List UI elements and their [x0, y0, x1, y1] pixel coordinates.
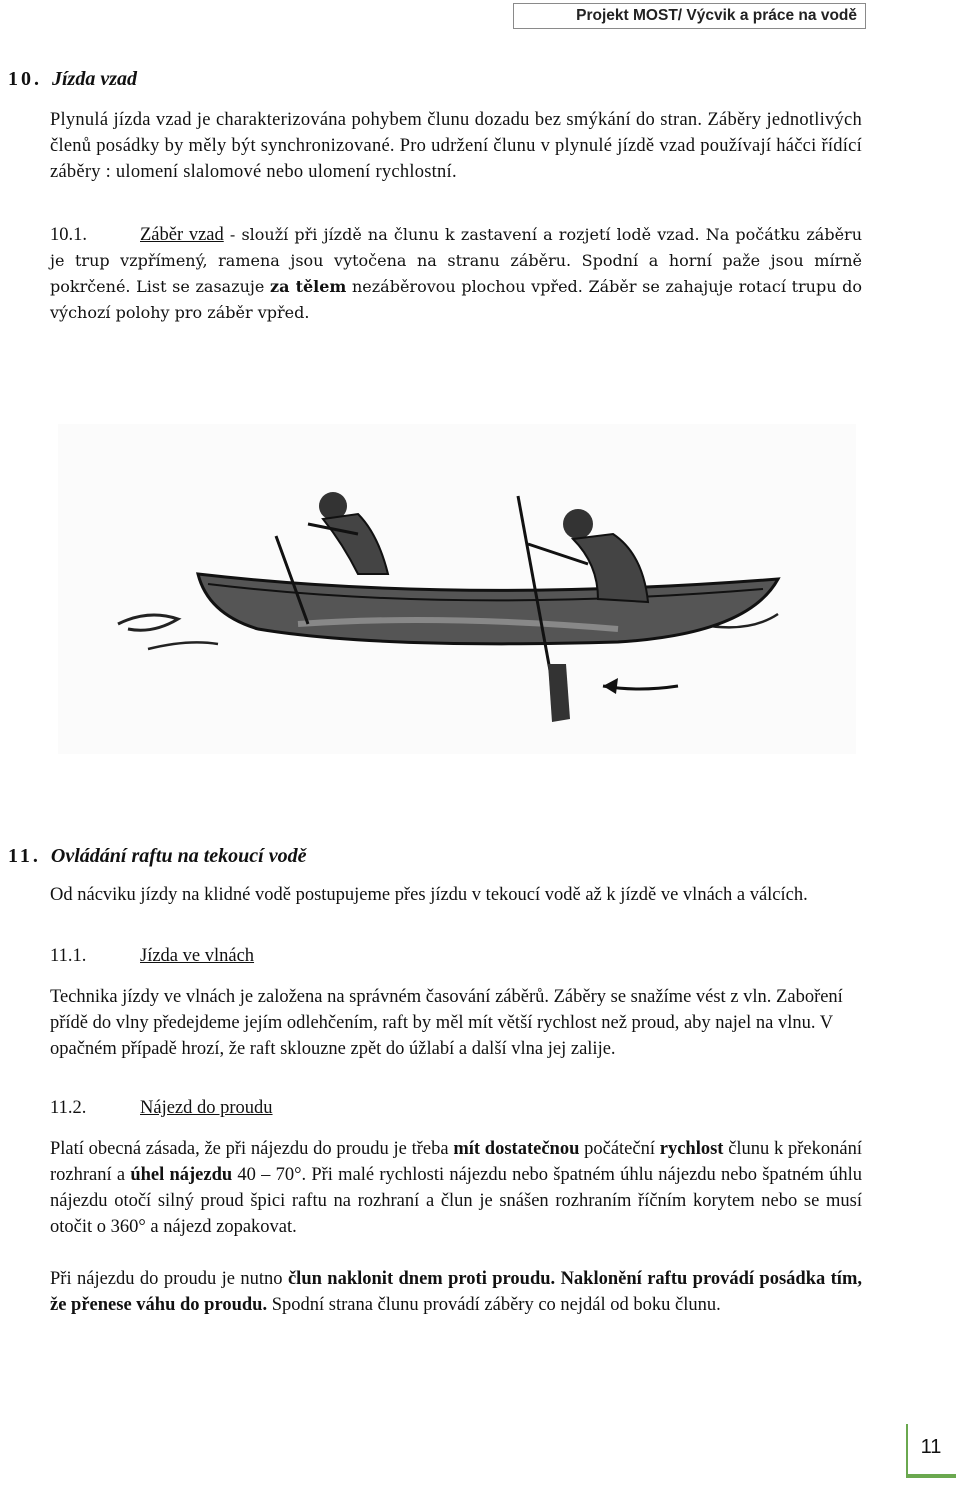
water-wave	[148, 642, 218, 649]
s112-p1-c: počáteční	[579, 1139, 660, 1159]
page-number: 11	[920, 1436, 942, 1458]
section-10-1-text-a: - slouží při jízdě na člunu k zastavení a rozjetí lodě vzad. Na počátku záběru je trup vzpřímený, ramena jsou vytočena na stranu záběru. Spodní a horní paže jsou mírně pokrčené. List se zasazuje	[50, 225, 863, 296]
section-11-2-heading	[50, 1098, 273, 1119]
section-11-title: Ovládání raftu na tekoucí vodě	[50, 845, 307, 867]
section-11-2-paragraph-1	[50, 1136, 862, 1240]
section-10-heading	[8, 68, 137, 91]
section-10-1-paragraph	[50, 222, 862, 326]
section-10-1-bold: za tělem	[270, 277, 347, 296]
s112-p2-bold: člun naklonit dnem proti proudu. Naklonění raftu provádí posádka tím, že přenese váhu do proudu.	[50, 1269, 862, 1315]
section-11-1-heading	[50, 946, 254, 967]
front-paddler-head	[563, 509, 593, 539]
s112-p1-bold-1: mít dostatečnou	[453, 1139, 580, 1159]
canoe-illustration	[58, 424, 856, 754]
section-11-1-text: Technika jízdy ve vlnách je založena na správném časování záběrů. Záběry se snažíme vést z vln. Zaboření přídě do vlny předejdeme jejím odlehčením, raft by měl mít větší rychlost než proud, aby najel na vlnu. V opačném případě hrozí, že raft sklouzne zpět do úžlabí a další vlna jej zalije.	[50, 987, 843, 1059]
s112-p1-a: Platí obecná zásada, že při nájezdu do proudu je třeba	[50, 1139, 454, 1159]
document-header: Projekt MOST/ Výcvik a práce na vodě	[513, 3, 866, 29]
section-11-heading	[8, 845, 306, 868]
section-10-title: Jízda vzad	[52, 68, 137, 90]
s112-p1-e: 40 – 70°. Při malé rychlosti nájezdu nebo špatném úhlu nájezdu nebo špatném úhlu nájezdu otočí silný proud špici raftu na rozhraní a člun je snášen rozhraním říčním korytem nebo se musí otočit o 360° a nájezd zopakovat.	[50, 1165, 862, 1237]
section-11-2-paragraph-2	[50, 1266, 862, 1318]
page-number-box	[906, 1424, 956, 1478]
section-10-1-number: 10.1.	[50, 225, 87, 245]
s112-p1-d: člunu k překonání rozhraní a	[50, 1139, 862, 1185]
front-paddle-blade	[548, 664, 570, 722]
section-10-1-title: Záběr vzad	[140, 225, 224, 245]
canoe-drawing	[58, 424, 856, 754]
canoe-hull	[198, 574, 778, 644]
page-number-bottom-rule	[906, 1474, 956, 1478]
section-11-2-title: Nájezd do proudu	[140, 1098, 273, 1118]
s112-p1-bold-3: úhel nájezdu	[130, 1165, 233, 1185]
section-10-intro: Plynulá jízda vzad je charakterizována pohybem člunu dozadu bez smýkání do stran. Záběry jednotlivých členů posádky by měly být synchronizované. Pro udržení člunu v plynulé jízdě vzad používají háčci řídící záběry : ulomení slalomové nebo ulomení rychlostní.	[50, 110, 862, 182]
section-11-1-title: Jízda ve vlnách	[140, 946, 255, 966]
section-10-number: 10.	[8, 68, 42, 90]
section-11-intro: Od nácviku jízdy na klidné vodě postupujeme přes jízdu v tekoucí vodě až k jízdě ve vlnách a válcích.	[50, 885, 808, 905]
section-11-1-number: 11.1.	[50, 946, 87, 966]
direction-arrow-head	[603, 678, 618, 694]
s112-p2-c: Spodní strana člunu provádí záběry co nejdál od boku člunu.	[267, 1295, 721, 1315]
section-10-1-text-b: nezáběrovou plochou vpřed. Záběr se zahajuje rotací trupu do výchozí polohy pro záběr vpřed.	[50, 277, 863, 322]
rear-paddler-body	[323, 514, 388, 574]
water-wave	[118, 615, 178, 630]
section-11-number: 11.	[8, 845, 41, 867]
s112-p2-a: Při nájezdu do proudu je nutno	[50, 1269, 288, 1289]
section-11-2-number: 11.2.	[50, 1098, 87, 1118]
s112-p1-bold-2: rychlost	[659, 1139, 724, 1159]
